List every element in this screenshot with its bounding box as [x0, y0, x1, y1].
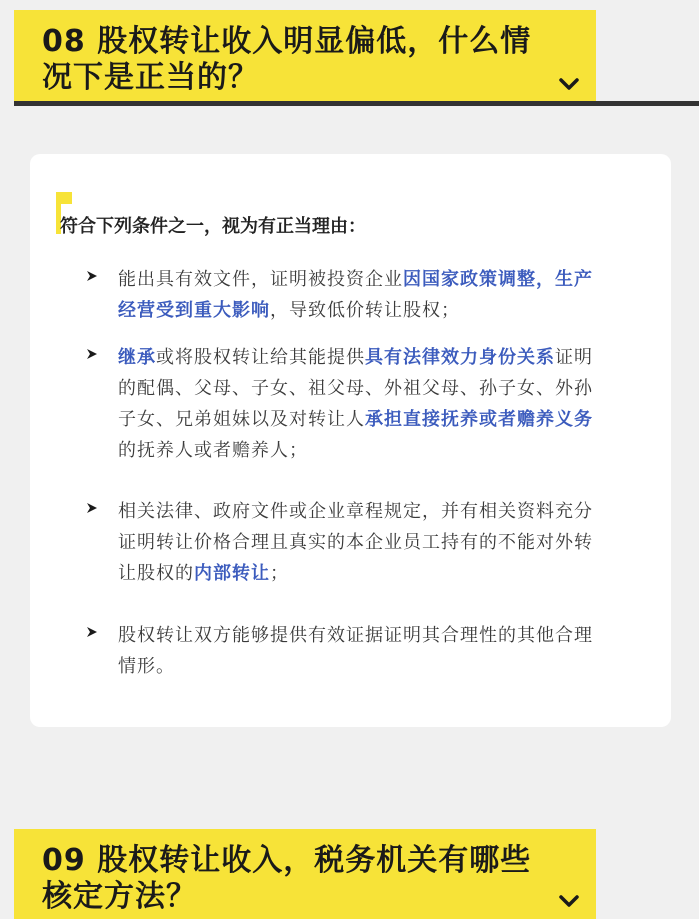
list-item-text — [118, 342, 608, 466]
highlight-text: 承担直接抚养或者赡养义务 — [365, 409, 593, 430]
section-header-08[interactable] — [14, 10, 596, 102]
body-text: 的抚养人或者赡养人； — [118, 440, 308, 461]
chevron-down-icon[interactable] — [558, 76, 580, 92]
section-header-09[interactable] — [14, 829, 596, 919]
body-text: 能出具有效文件，证明被投资企业 — [118, 269, 403, 290]
chevron-down-icon[interactable] — [558, 893, 580, 909]
highlight-text: 因国家政策调整，生产经营受到重大影响 — [118, 269, 593, 321]
body-text: 或将股权转让给其能提供 — [156, 347, 365, 368]
triangle-bullet-icon — [86, 270, 98, 282]
triangle-bullet-icon — [86, 626, 98, 638]
list-item — [86, 342, 608, 466]
body-text: 相关法律、政府文件或企业章程规定，并有相关资料充分证明转让价格合理且真实的本企业员工持有的不能对外转让股权的 — [118, 501, 593, 584]
section-title: 08 股权转让收入明显偏低，什么情况下是正当的？ — [42, 24, 532, 95]
highlight-text: 内部转让 — [194, 563, 270, 584]
body-text: 证明的配偶、父母、子女、祖父母、外祖父母、孙子女、外孙子女、兄弟姐妹以及对转让人 — [118, 347, 593, 430]
body-text: ，导致低价转让股权； — [270, 300, 460, 321]
body-text: 股权转让双方能够提供有效证据证明其合理性的其他合理情形。 — [118, 625, 593, 677]
triangle-bullet-icon — [86, 348, 98, 360]
highlight-text: 具有法律效力身份关系 — [365, 347, 555, 368]
header-divider — [14, 101, 699, 106]
triangle-bullet-icon — [86, 502, 98, 514]
list-item — [86, 620, 608, 682]
card-heading: 符合下列条件之一，视为有正当理由： — [60, 216, 366, 237]
list-item — [86, 496, 608, 589]
section-title: 09 股权转让收入，税务机关有哪些核定方法？ — [42, 843, 532, 914]
body-text: ； — [270, 563, 289, 584]
list-item — [86, 264, 608, 326]
list-item-text — [118, 496, 608, 589]
list-item-text — [118, 264, 608, 326]
list-item-text — [118, 620, 608, 682]
highlight-text: 继承 — [118, 347, 156, 368]
